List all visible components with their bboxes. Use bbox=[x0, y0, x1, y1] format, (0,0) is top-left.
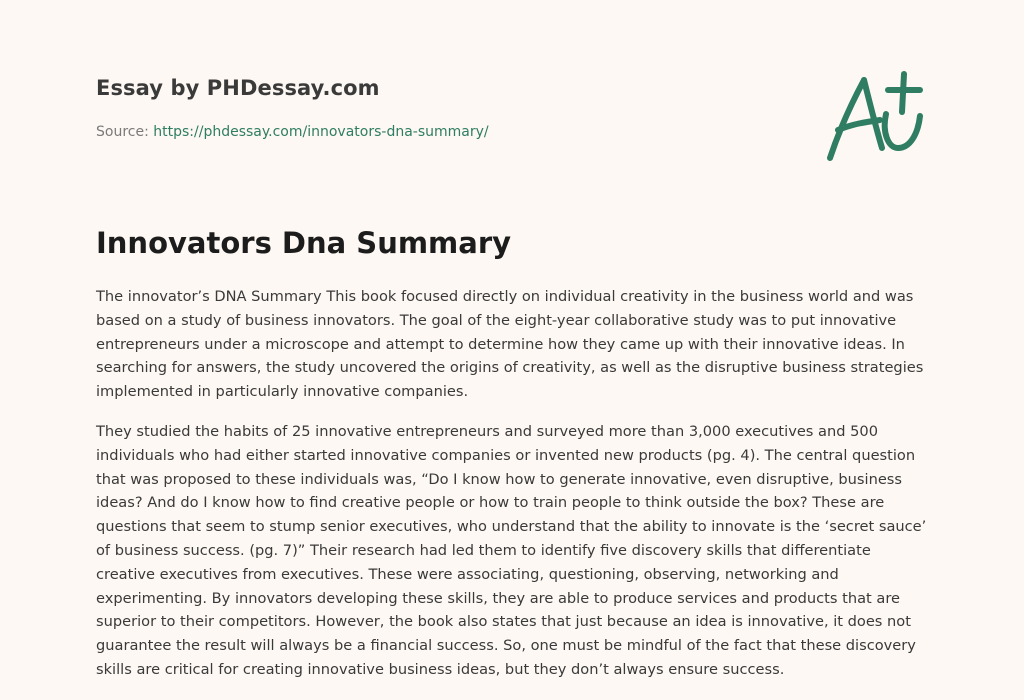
a-plus-logo-icon bbox=[820, 68, 930, 166]
site-title: Essay by PHDessay.com bbox=[96, 76, 380, 100]
essay-title: Innovators Dna Summary bbox=[96, 226, 512, 260]
essay-body bbox=[96, 285, 932, 698]
source-link[interactable]: https://phdessay.com/innovators-dna-summary/ bbox=[153, 124, 489, 140]
source-line bbox=[96, 124, 489, 140]
source-label: Source: bbox=[96, 124, 154, 140]
essay-paragraph: The innovator’s DNA Summary This book focused directly on individual creativity in the business world and was based on a study of business innovators. The goal of the eight-year collaborative study was to put innovative entrepreneurs under a microscope and attempt to determine how they came up with their innovative ideas. In searching for answers, the study uncovered the origins of creativity, as well as the disruptive business strategies implemented in particularly innovative companies. bbox=[96, 288, 924, 401]
essay-paragraph: They studied the habits of 25 innovative entrepreneurs and surveyed more than 3,000 executives and 500 individuals who had either started innovative companies or invented new products (pg. 4). The central question that was proposed to these individuals was, “Do I know how to generate innovative, even disruptive, business ideas? And do I know how to find creative people or how to train people to think outside the box? These are questions that seem to stump senior executives, who understand that the ability to innovate is the ‘secret sauce’ of business success. (pg. 7)” Their research had led them to identify five discovery skills that differentiate creative executives from executives. These were associating, questioning, observing, networking and experimenting. By innovators developing these skills, they are able to produce services and products that are superior to their competitors. However, the book also states that just because an idea is innovative, it does not guarantee the result will always be a financial success. So, one must be mindful of the fact that these discovery skills are critical for creating innovative business ideas, but they don’t always ensure success. bbox=[96, 422, 927, 678]
